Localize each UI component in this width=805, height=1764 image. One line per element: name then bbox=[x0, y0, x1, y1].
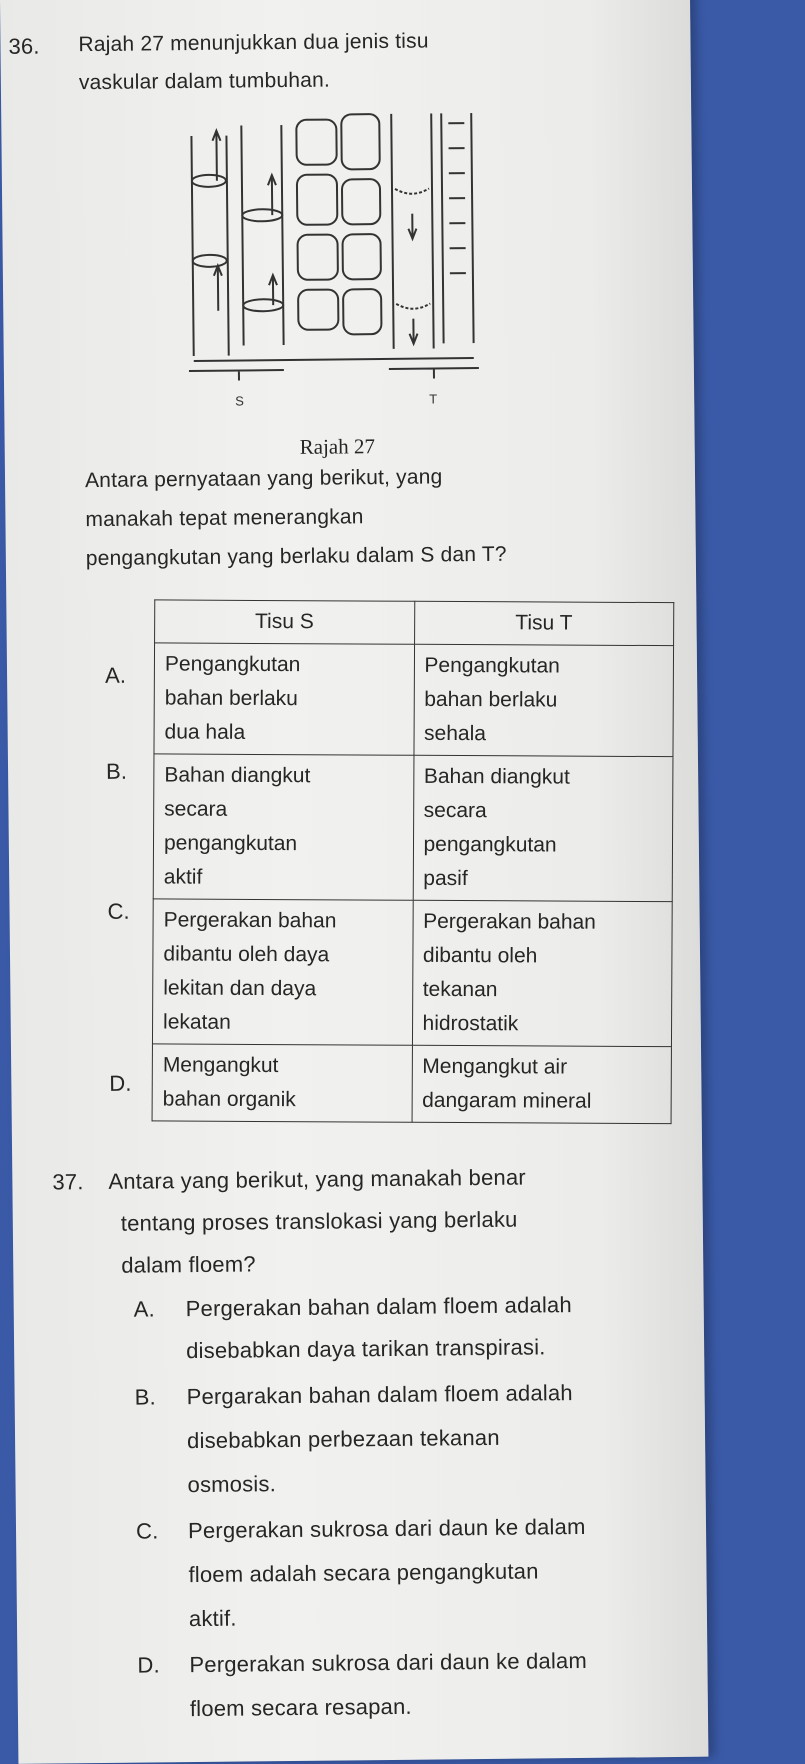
answer-table bbox=[152, 599, 675, 1124]
label-s: S bbox=[235, 393, 244, 409]
question-37-number: 37. bbox=[52, 1169, 84, 1195]
row-b-tisu-s: Bahan diangkut secara pengangkutan aktif bbox=[153, 754, 413, 900]
q37-option-b-line-1: Pergarakan bahan dalam floem adalah bbox=[186, 1380, 573, 1410]
q37-option-d-letter[interactable]: D. bbox=[137, 1652, 160, 1678]
row-c-tisu-t: Pergerakan bahan dibantu oleh tekanan hidrostatik bbox=[412, 900, 672, 1046]
question-36-number: 36. bbox=[8, 33, 40, 59]
q37-option-c-letter[interactable]: C. bbox=[135, 1518, 159, 1544]
row-a-tisu-t: Pengangkutan bahan berlaku sehala bbox=[413, 644, 673, 756]
q37-option-b-line-3: osmosis. bbox=[187, 1471, 277, 1498]
question-37-stem-line-3: dalam floem? bbox=[121, 1251, 256, 1278]
table-row[interactable] bbox=[154, 643, 674, 757]
row-d-tisu-s: Mengangkut bahan organik bbox=[152, 1044, 412, 1122]
q37-option-c-line-1: Pergerakan sukrosa dari daun ke dalam bbox=[187, 1513, 586, 1544]
q37-option-b-letter[interactable]: B. bbox=[134, 1384, 156, 1410]
table-row[interactable] bbox=[152, 899, 672, 1047]
figure-caption: Rajah 27 bbox=[299, 434, 376, 459]
table-header-row bbox=[155, 600, 674, 646]
row-d-tisu-t: Mengangkut air dangaram mineral bbox=[412, 1045, 672, 1123]
option-b-letter[interactable]: B. bbox=[105, 758, 128, 784]
row-c-tisu-s: Pergerakan bahan dibantu oleh daya lekitan dan daya lekatan bbox=[152, 899, 412, 1045]
question-37-stem-line-2: tentang proses translokasi yang berlaku bbox=[120, 1206, 518, 1236]
vascular-tissue-diagram bbox=[186, 102, 534, 426]
question-37-stem-line-1: Antara yang berikut, yang manakah benar bbox=[108, 1164, 527, 1194]
option-c-letter[interactable]: C. bbox=[107, 898, 130, 924]
label-t: T bbox=[429, 391, 438, 407]
q37-option-c-line-3: aktif. bbox=[188, 1605, 237, 1632]
option-a-letter[interactable]: A. bbox=[104, 662, 127, 688]
option-d-letter[interactable]: D. bbox=[109, 1070, 132, 1096]
row-a-tisu-s: Pengangkutan bahan berlaku dua hala bbox=[154, 643, 414, 755]
header-tisu-s: Tisu S bbox=[155, 600, 415, 644]
question-36-prompt-line-3: pengangkutan yang berlaku dalam S dan T? bbox=[85, 542, 507, 571]
question-36-stem-line-1: Rajah 27 menunjukkan dua jenis tisu bbox=[78, 29, 429, 57]
row-b-tisu-t: Bahan diangkut secara pengangkutan pasif bbox=[413, 755, 673, 901]
q37-option-d-line-2: floem secara resapan. bbox=[189, 1693, 412, 1722]
q37-option-d-line-1: Pergerakan sukrosa dari daun ke dalam bbox=[189, 1647, 588, 1678]
question-36-stem-line-2: vaskular dalam tumbuhan. bbox=[78, 68, 331, 95]
table-row[interactable] bbox=[152, 1044, 671, 1124]
question-36-prompt-line-2: manakah tepat menerangkan bbox=[85, 505, 364, 532]
table-row[interactable] bbox=[153, 754, 673, 902]
q37-option-c-line-2: floem adalah secara pengangkutan bbox=[188, 1558, 539, 1588]
header-tisu-t: Tisu T bbox=[414, 601, 674, 645]
q37-option-a-line-2: disebabkan daya tarikan transpirasi. bbox=[186, 1334, 546, 1364]
q37-option-a-letter[interactable]: A. bbox=[133, 1296, 156, 1322]
q37-option-a-line-1: Pergerakan bahan dalam floem adalah bbox=[185, 1292, 572, 1322]
question-36-prompt-line-1: Antara pernyataan yang berikut, yang bbox=[84, 465, 443, 493]
q37-option-b-line-2: disebabkan perbezaan tekanan bbox=[186, 1424, 500, 1454]
